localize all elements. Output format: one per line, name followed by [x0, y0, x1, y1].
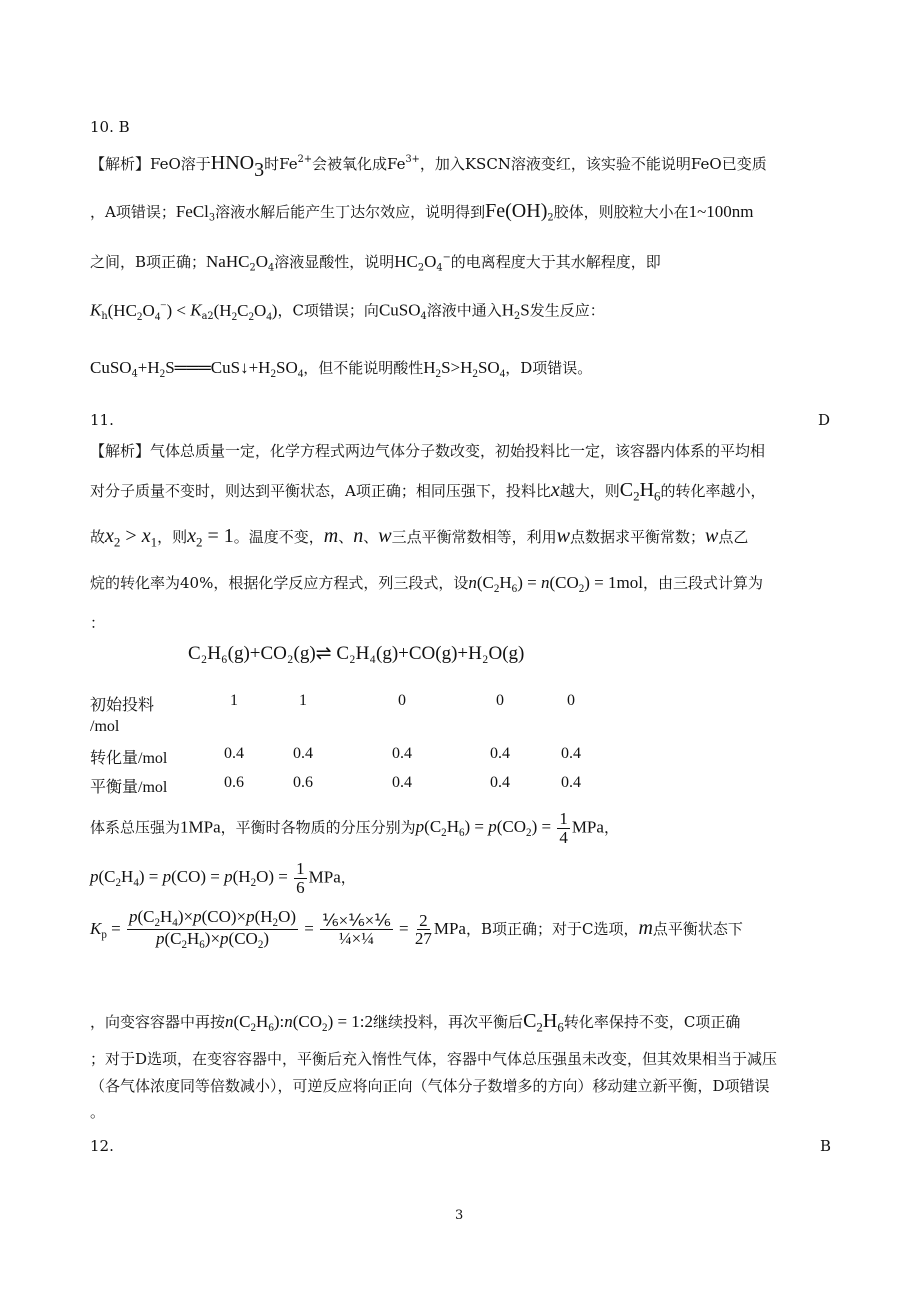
q11-num: 11.	[90, 411, 114, 429]
table-row: 转化量/mol 0.4 0.4 0.4 0.4 0.4	[90, 745, 581, 767]
q10-line2: ，A项错误；FeCl$_3$溶液水解后能产生丁达尔效应，说明得到$Fe(OH)_2$胶体，则胶粒大小在1~100nm	[90, 200, 754, 224]
q11-line1: 【解析】气体总质量一定，化学方程式两边气体分子数改变，初始投料比一定，该容器内体系的平均相	[90, 442, 766, 460]
q10-line4: $K_h(HC_2O_4^-) < K_{a2}(H_2C_2O_4)$，C项错误；向CuSO$_4$溶液中通入$H_2S$发生反应：	[90, 299, 605, 323]
page-number: 3	[455, 1208, 464, 1223]
q11-answer: D	[818, 411, 831, 429]
q11-line2: 对分子质量不变时，则达到平衡状态，A项正确；相同压强下，投料比x越大，则$C_2H_6$的转化率越小，	[90, 479, 766, 504]
q10-title: 10. B	[90, 118, 130, 136]
q11-line11: （各气体浓度同等倍数减小），可逆反应将向正向（气体分子数增多的方向）移动建立新平衡，D项错误	[90, 1077, 770, 1095]
q11-line12: 。	[90, 1103, 106, 1121]
q11-line6: 体系总压强为1MPa，平衡时各物质的分压分别为$p(C_2H_6) = p(CO_2)$ = $\frac{1}{4}$ MPa，	[90, 809, 619, 847]
q11-kp-line: $K_p$ = $\frac{p(C_2H_4)\times p(CO)\times p(H_2O)}{p(C_2H_6)\times p(CO_2)}$ = $\frac{\text{⅙×⅙×⅙}}{\text{¼×¼}}$ = $\frac{2}{27}$ MPa，B项正确；对于C选项，m点平衡状态下	[90, 907, 743, 952]
q10-line5: $CuSO_4+H_2S═══CuS↓+H_2SO_4$，但不能说明酸性$H_2S>H_2SO_4$，D项错误。	[90, 358, 593, 380]
q12-answer: B	[820, 1137, 832, 1155]
q11-line4: 烷的转化率为40%，根据化学反应方程式，列三段式，设$n(C_2H_6) = n(CO_2) = 1mol$，由三段式计算为	[90, 573, 763, 595]
table-row-label-cont: /mol	[90, 718, 120, 735]
q11-line3: 故$x_2 > x_1$，则$x_2 = 1$。温度不变，m、n、w三点平衡常数相等，利用w点数据求平衡常数；w点乙	[90, 525, 749, 550]
q12-num: 12.	[90, 1137, 114, 1155]
reaction-equation: C₂H₆(g)+CO₂(g)⇌ C₂H₄(g)+CO(g)+H₂O(g)	[188, 643, 525, 664]
table-row: 平衡量/mol 0.6 0.6 0.4 0.4 0.4	[90, 774, 581, 796]
q10-line3: 之间，B项正确；$NaHC_2O_4$溶液显酸性，说明$HC_2O_4^-$的电离程度大于其水解程度，即	[90, 252, 661, 274]
q11-line7: $p(C_2H_4) = p(CO) = p(H_2O)$ = $\frac{1}{6}$ MPa，	[90, 859, 356, 897]
q10-line1: 【解析】FeO溶于$HNO_3$时$Fe^{2+}$会被氧化成$Fe^{3+}$，加入KSCN溶液变红，该实验不能说明FeO已变质	[90, 152, 767, 181]
table-row: 初始投料 1 1 0 0 0	[90, 692, 575, 714]
q11-line10: ；对于D选项，在变容容器中，平衡后充入惰性气体，容器中气体总压强虽未改变，但其效果相当于减压	[90, 1050, 778, 1068]
q11-line5: ：	[90, 614, 106, 632]
q11-line9: ，向变容容器中再按$n(C_2H_6):n(CO_2)$ = 1:2继续投料，再次平衡后$C_2H_6$转化率保持不变，C项正确	[90, 1010, 741, 1035]
